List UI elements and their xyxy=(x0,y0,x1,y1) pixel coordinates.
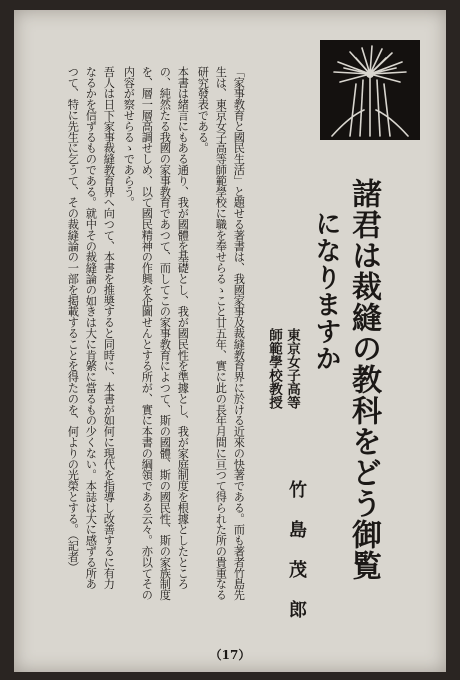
author-name: 竹島茂郎 xyxy=(286,480,307,640)
author-title: 師範學校教授 xyxy=(266,328,282,409)
body-column: なるかを信ずるものである。就中その裁縫論の如きは大に肯綮に當るもの少くない。本誌は大に感ずる所あ xyxy=(84,66,98,590)
body-column: 内容が察せらるゝであらう。 xyxy=(122,66,136,208)
chrysanthemum-emblem-icon xyxy=(320,40,420,140)
body-column: の、純然たる我國の家事教育であつて、而してこの家事教育によつて、斯の國體、斯の國民性、斯の家族制度 xyxy=(158,66,172,601)
document-page xyxy=(14,10,446,672)
body-column: 「家事教育と國民生活」と題せる著書は、我國家事及裁縫教育界に於ける近來の快著である。而も著者竹島先 xyxy=(232,66,246,601)
body-column: 生は、東京女子高等師範學校に職を奉せらるゝこと廿五年、實に此の長年月間に亘つて得られた所の貴重なる xyxy=(214,66,228,601)
author-affiliation: 東京女子高等 xyxy=(284,328,300,409)
body-column: つて、特に先生に乞うて、その裁縫論の一部を掲載することを得たのを、何よりの光榮とする。（記者） xyxy=(66,66,80,573)
body-column: 吾人は日下家事裁縫教育界へ向つて、本書を推奬すると同時に、本書が如何に現代を指導し改善するに有力 xyxy=(102,66,116,590)
body-column: 研究發表である。 xyxy=(196,66,210,154)
body-column: 本書は緒言にもある通り、我が國體を基礎とし、我が國民性を準據とし、我が家庭制度を根據としたところ xyxy=(176,66,190,590)
body-column: を、層一層高調せしめ、以て國民精神の作興を企圖せんとする所が、實に本書の綱領である云々。亦以てその xyxy=(140,66,154,601)
article-title-continued: になりますか xyxy=(311,210,341,372)
article-title: 諸君は裁縫の教科をどう御覧 xyxy=(346,178,381,581)
page-number: （17） xyxy=(209,648,251,662)
